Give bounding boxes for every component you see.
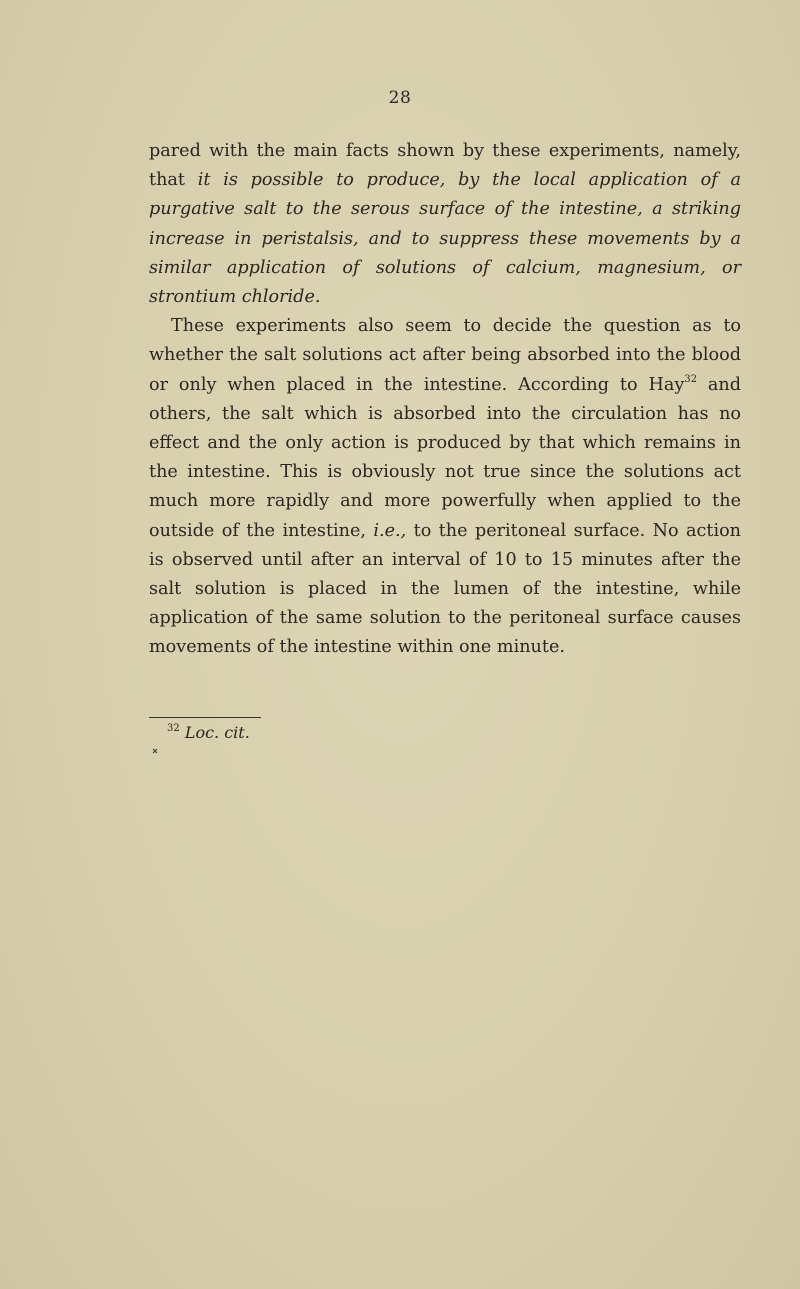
stray-ink-mark bbox=[152, 748, 158, 754]
page-number: 28 bbox=[388, 88, 412, 108]
footnote-number: 32 bbox=[167, 722, 180, 734]
body-text bbox=[149, 137, 741, 663]
footnote bbox=[167, 722, 250, 744]
paragraph-2-part2: and others, the salt which is absorbed into the circulation has no effect and the only action is produced by that which remains in the intestine. This is obviously not true since the solutions act much more rapidly and more powerfully when applied to the outside of the intestine, bbox=[149, 374, 741, 541]
paragraph-1-lead: pared with the main facts shown by these experiments, namely, that bbox=[149, 141, 741, 191]
paragraph-2 bbox=[149, 312, 741, 662]
footnote-divider bbox=[149, 717, 261, 718]
footnote-reference: 32 bbox=[684, 373, 697, 385]
footnote-text: Loc. cit. bbox=[184, 723, 250, 742]
paragraph-1 bbox=[149, 137, 741, 312]
paragraph-2-part3: to the peritoneal surface. No action is observed until after an interval of 10 to 15 minutes after the salt solution is placed in the lumen of the intestine, while application of the same solution to the peritoneal surface causes movements of the intestine within one minute. bbox=[149, 520, 741, 658]
paragraph-1-italic: it is possible to produce, by the local application of a purgative salt to the serous surface of the intestine, a striking increase in peristalsis, and to suppress these movements by a similar application of solutions of calcium, magnesium, or strontium chloride. bbox=[149, 170, 741, 308]
paragraph-2-part1: These experiments also seem to decide the question as to whether the salt solutions act after being absorbed into the blood or only when placed in the intestine. According to Hay bbox=[149, 316, 741, 395]
paragraph-2-ie: i.e., bbox=[373, 520, 407, 541]
